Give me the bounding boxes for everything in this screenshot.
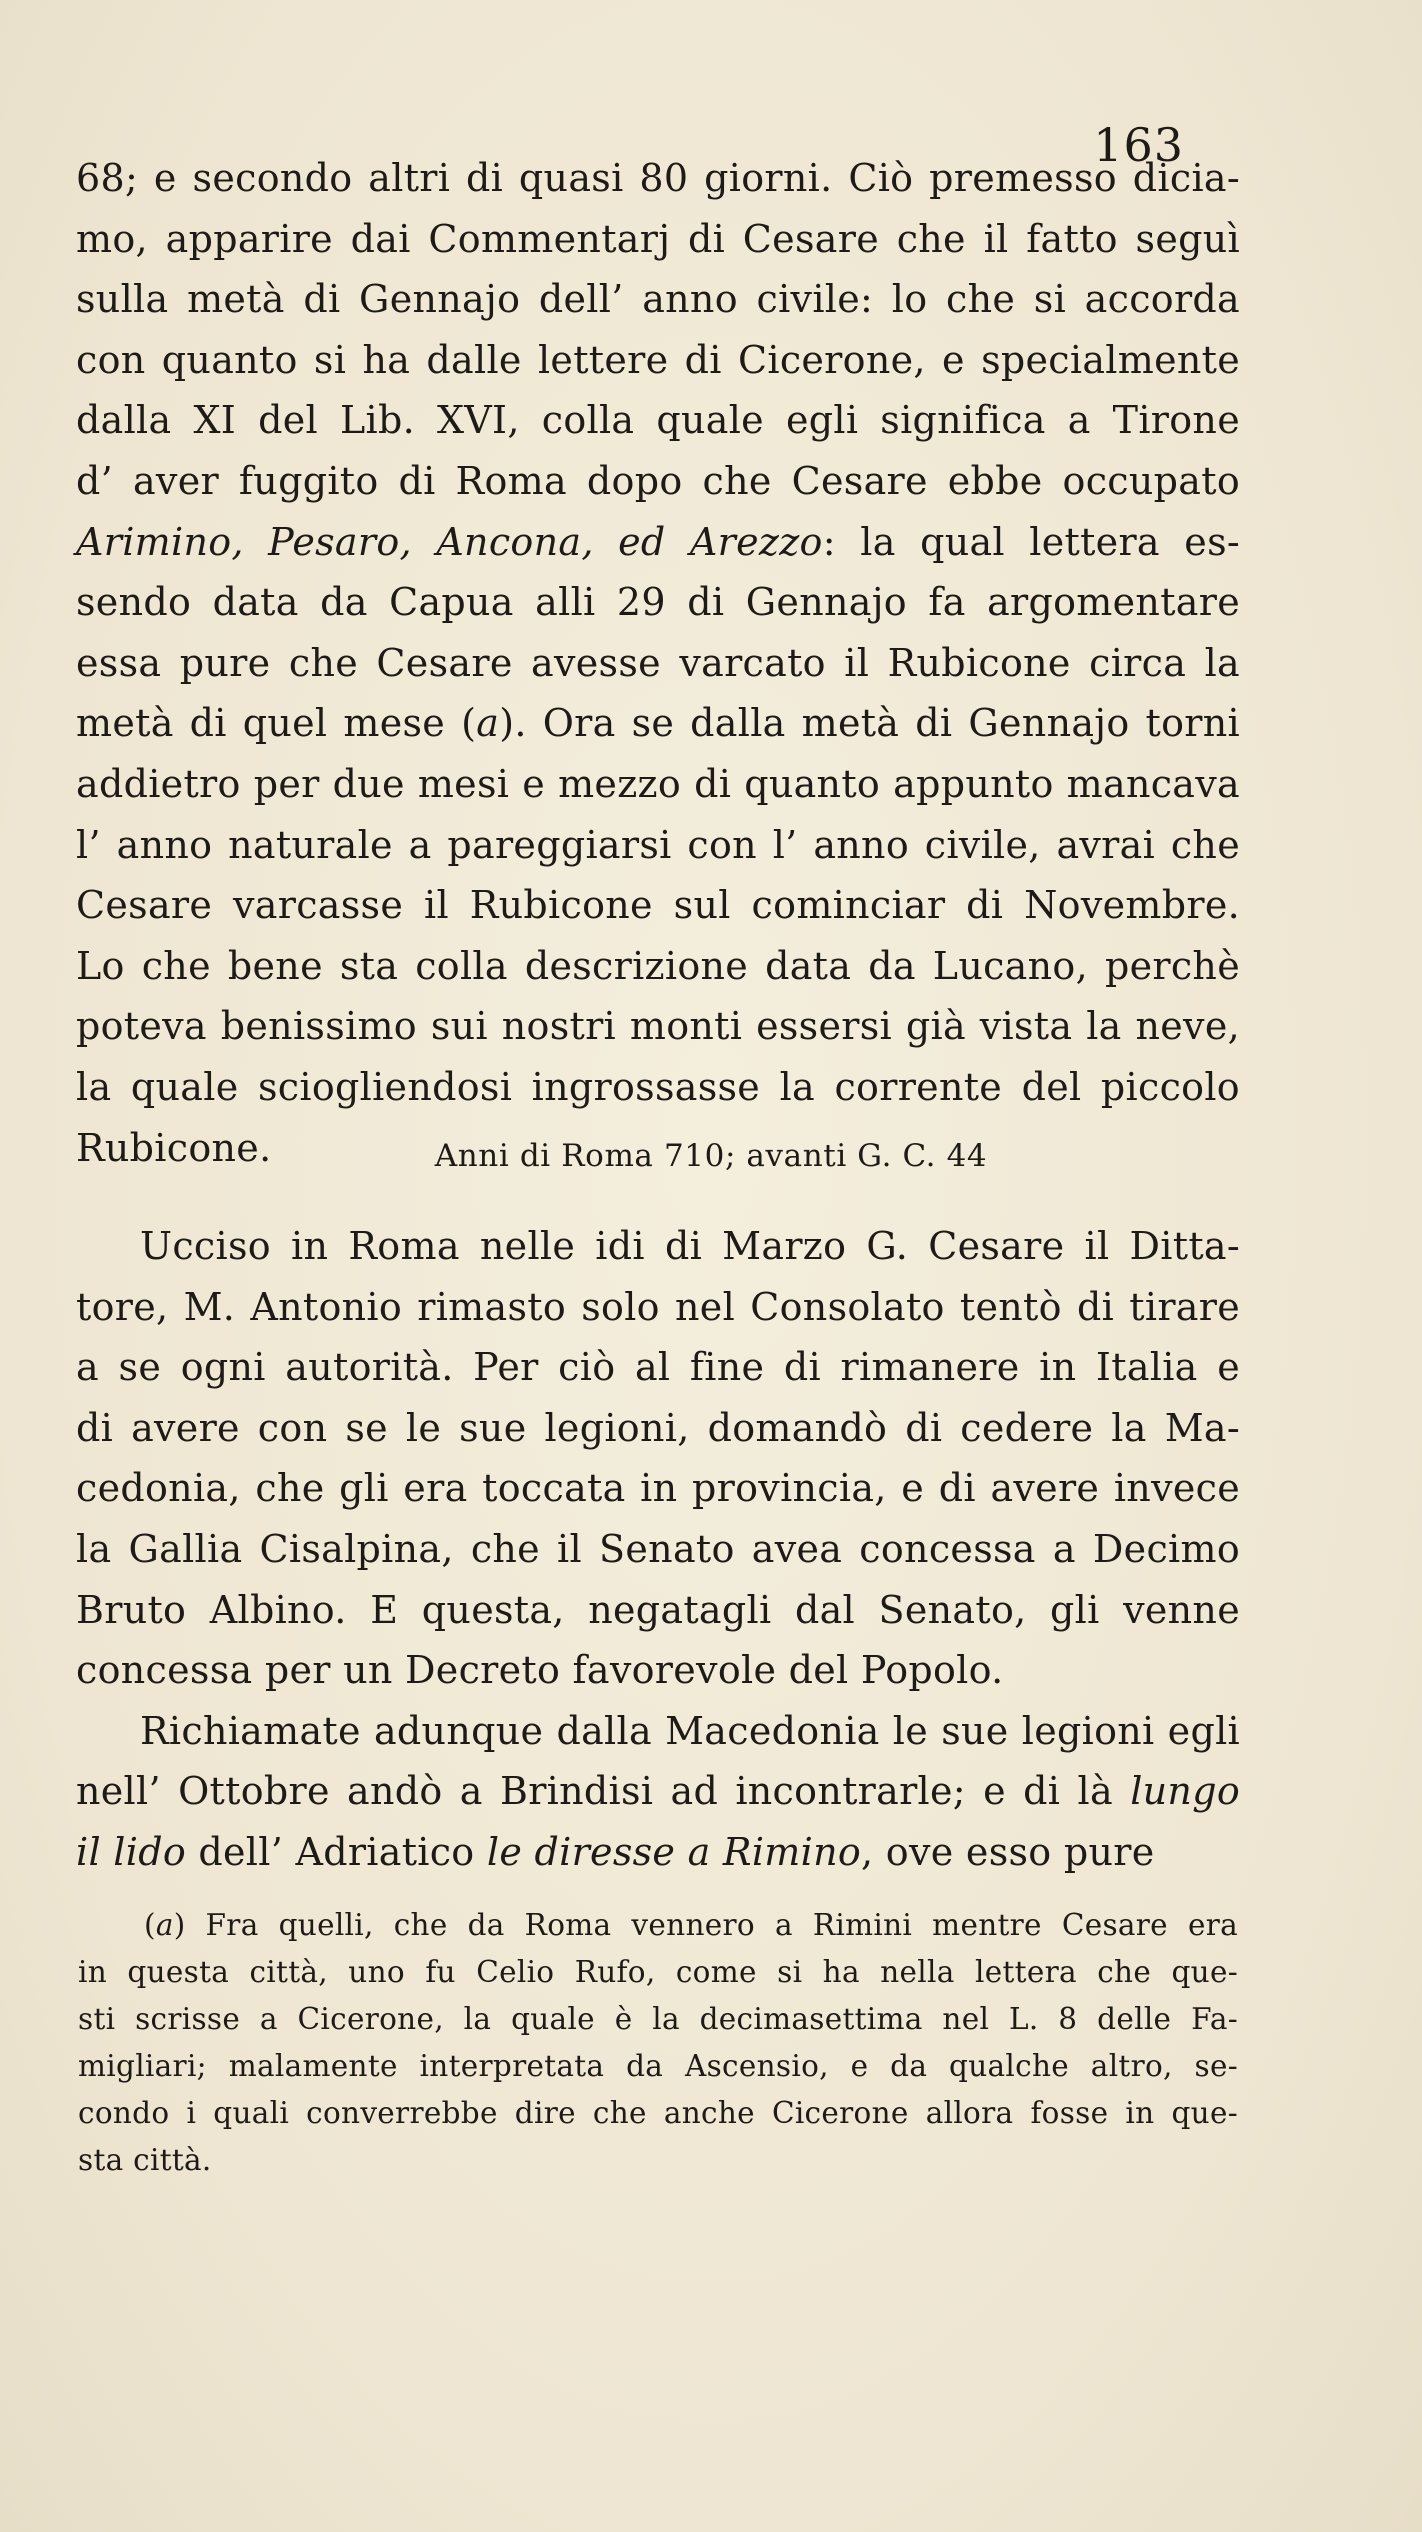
text-line <box>76 1458 1240 1519</box>
text-line <box>76 996 1240 1057</box>
text-line <box>76 1761 1240 1822</box>
text-line <box>76 390 1240 451</box>
text-run: sti scrisse a Cicerone, la quale è la decimasettima nel L. 8 delle Fa- <box>78 2002 1238 2036</box>
text-run: Rubicone. <box>76 1125 272 1170</box>
text-run: d’ aver fuggito di Roma dopo che Cesare ebbe occupato <box>76 458 1240 503</box>
text-line <box>78 2043 1238 2090</box>
text-run: nell’ Ottobre andò a Brindisi ad incontrarle; e di là <box>76 1769 1131 1814</box>
text-run: : la qual lettera es- <box>822 519 1241 564</box>
italic-run: le diresse a Rimino <box>486 1829 862 1874</box>
text-line <box>76 1057 1240 1118</box>
text-run: di avere con se le sue legioni, domandò di cedere la Ma- <box>76 1405 1240 1450</box>
text-run: ). Ora se dalla metà di Gennajo torni <box>499 701 1240 746</box>
text-run: addietro per due mesi e mezzo di quanto appunto mancava <box>76 761 1240 806</box>
text-line <box>76 512 1240 573</box>
section-heading: Anni di Roma 710; avanti G. C. 44 <box>434 1138 988 1174</box>
text-run: la Gallia Cisalpina, che il Senato avea concessa a Decimo <box>76 1526 1240 1571</box>
text-run: la quale sciogliendosi ingrossasse la corrente del piccolo <box>76 1064 1240 1109</box>
text-run: ) Fra quelli, che da Roma vennero a Rimini mentre Cesare era <box>173 1908 1238 1942</box>
text-line <box>76 754 1240 815</box>
text-line <box>76 815 1240 876</box>
text-line <box>76 693 1240 754</box>
text-line <box>76 1519 1240 1580</box>
body-text-bottom <box>76 1216 1240 1883</box>
text-line <box>76 1277 1240 1338</box>
text-run: 68; e secondo altri di quasi 80 giorni. Ciò premesso dicia- <box>76 156 1240 200</box>
text-line <box>76 148 1240 209</box>
text-line <box>76 1398 1240 1459</box>
text-run: dalla XI del Lib. XVI, colla quale egli significa a Tirone <box>76 398 1240 443</box>
text-line <box>78 2090 1238 2137</box>
text-run: Lo che bene sta colla descrizione data da Lucano, perchè <box>76 943 1240 988</box>
text-run: Ucciso in Roma nelle idi di Marzo G. Cesare il Ditta- <box>140 1224 1240 1268</box>
paragraph <box>76 148 1240 1178</box>
text-line <box>76 1216 1240 1277</box>
text-run: cedonia, che gli era toccata in provincia, e di avere invece <box>76 1466 1240 1511</box>
italic-run: il lido <box>76 1829 186 1874</box>
footnote <box>78 1902 1238 2184</box>
body-text-top <box>76 148 1240 1178</box>
text-line <box>76 451 1240 512</box>
text-line <box>76 1640 1240 1701</box>
text-line <box>78 2137 1238 2184</box>
text-run: , ove esso pure <box>861 1829 1155 1874</box>
italic-run: a <box>155 1908 174 1942</box>
text-run: migliari; malamente interpretata da Ascensio, e da qualche altro, se- <box>78 2049 1238 2083</box>
text-run: concessa per un Decreto favorevole del Popolo. <box>76 1648 1004 1693</box>
italic-run: lungo <box>1130 1769 1240 1814</box>
text-run: poteva benissimo sui nostri monti essersi già vista la neve, <box>76 1004 1240 1049</box>
text-run: essa pure che Cesare avesse varcato il Rubicone circa la <box>76 640 1240 685</box>
text-line <box>76 330 1240 391</box>
text-run: sulla metà di Gennajo dell’ anno civile: lo che si accorda <box>76 277 1240 322</box>
text-line <box>76 1822 1240 1883</box>
text-line <box>76 209 1240 270</box>
text-run: Bruto Albino. E questa, negatagli dal Senato, gli venne <box>76 1587 1240 1632</box>
text-line <box>78 1996 1238 2043</box>
text-line <box>76 1701 1240 1762</box>
footnote-block <box>78 1902 1238 2184</box>
text-run: condo i quali converrebbe dire che anche Cicerone allora fosse in que- <box>78 2096 1238 2130</box>
text-line <box>76 936 1240 997</box>
text-run: a se ogni autorità. Per ciò al fine di rimanere in Italia e <box>76 1345 1240 1390</box>
paragraph <box>76 1701 1240 1883</box>
page-number: 163 <box>1093 118 1184 172</box>
text-run: in questa città, uno fu Celio Rufo, come si ha nella lettera che que- <box>78 1955 1238 1989</box>
text-line <box>76 572 1240 633</box>
text-line <box>76 269 1240 330</box>
paragraph <box>76 1216 1240 1701</box>
text-line <box>78 1949 1238 1996</box>
text-run: l’ anno naturale a pareggiarsi con l’ anno civile, avrai che <box>76 822 1240 867</box>
italic-run: a <box>476 701 500 746</box>
text-run: sta città. <box>78 2143 212 2177</box>
text-run: ( <box>144 1908 156 1942</box>
text-run: Richiamate adunque dalla Macedonia le sue legioni egli <box>140 1708 1240 1753</box>
text-run: metà di quel mese ( <box>76 701 477 746</box>
text-line <box>76 1580 1240 1641</box>
text-line <box>76 1337 1240 1398</box>
italic-run: Arimino, Pesaro, Ancona, ed Arezzo <box>76 519 823 564</box>
text-run: Cesare varcasse il Rubicone sul cominciar di Novembre. <box>76 883 1240 928</box>
text-line <box>76 875 1240 936</box>
text-run: con quanto si ha dalle lettere di Cicerone, e specialmente <box>76 337 1240 382</box>
text-line <box>76 633 1240 694</box>
text-run: mo, apparire dai Commentarj di Cesare che il fatto seguì <box>76 216 1240 261</box>
text-line <box>78 1902 1238 1949</box>
text-run: sendo data da Capua alli 29 di Gennajo fa argomentare <box>76 580 1240 625</box>
text-run: tore, M. Antonio rimasto solo nel Consolato tentò di tirare <box>76 1284 1240 1329</box>
text-run: dell’ Adriatico <box>186 1829 487 1874</box>
